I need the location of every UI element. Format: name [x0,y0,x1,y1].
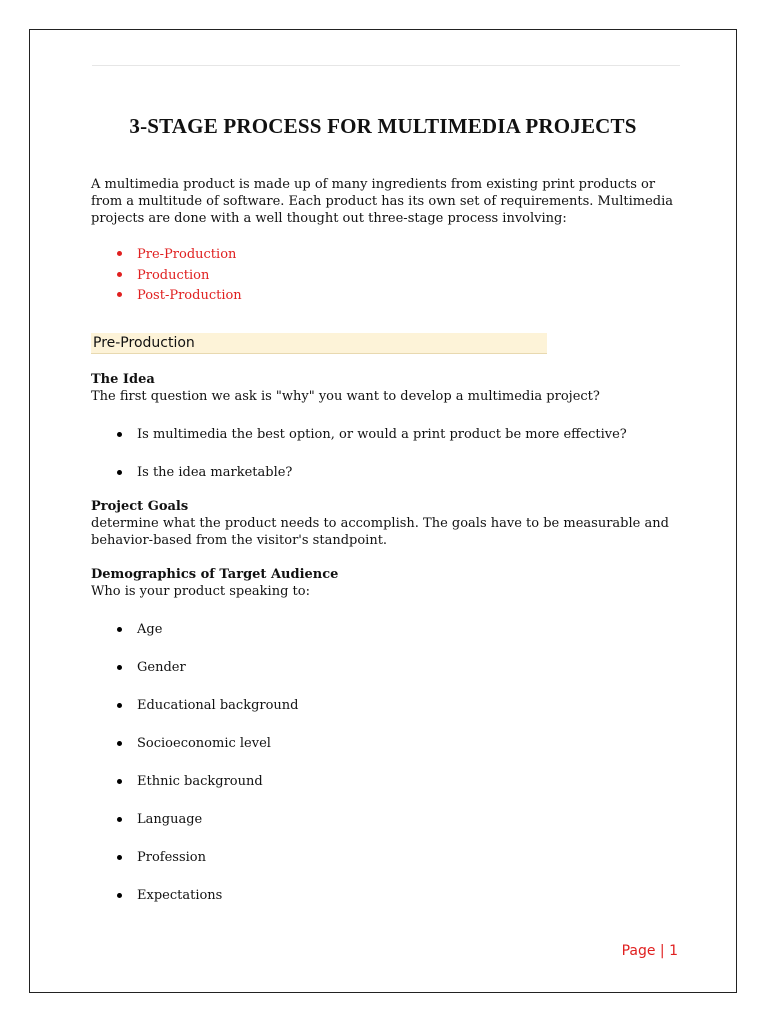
demographic-item: Gender [137,659,681,676]
document-page [29,29,737,993]
stage-item: Production [137,266,681,287]
stage-item: Pre-Production [137,245,681,266]
demographic-item: Expectations [137,887,681,904]
demographic-item: Profession [137,849,681,866]
goals-heading: Project Goals [91,498,189,514]
section-heading-pre-production: Pre-Production [91,333,547,354]
demographics-heading: Demographics of Target Audience [91,566,339,582]
demographic-item: Ethnic background [137,773,681,790]
demographic-item: Educational background [137,697,681,714]
demographics-list [91,621,681,904]
demographics-text: Who is your product speaking to: [91,583,310,599]
intro-paragraph: A multimedia product is made up of many ingredients from existing print products or from a multitude of software. Each product has its own set of requirements. Multimedia projects are done with a well thought out three-stage process involving: [91,177,674,226]
stage-item: Post-Production [137,286,681,307]
idea-item: Is the idea marketable? [137,464,681,481]
idea-item: Is multimedia the best option, or would a print product be more effective? [137,426,681,443]
goals-text: determine what the product needs to accomplish. The goals have to be measurable and behavior-based from the visitor's standpoint. [91,515,669,548]
header-rule [92,65,680,66]
document-title: 3-STAGE PROCESS FOR MULTIMEDIA PROJECTS [129,114,637,138]
demographic-item: Socioeconomic level [137,735,681,752]
idea-text: The first question we ask is "why" you want to develop a multimedia project? [91,388,600,404]
stage-list [91,245,681,307]
document-body [91,176,681,904]
page-number: Page | 1 [621,943,678,959]
demographic-item: Language [137,811,681,828]
demographic-item: Age [137,621,681,638]
idea-list [91,426,681,481]
idea-heading: The Idea [91,371,155,387]
